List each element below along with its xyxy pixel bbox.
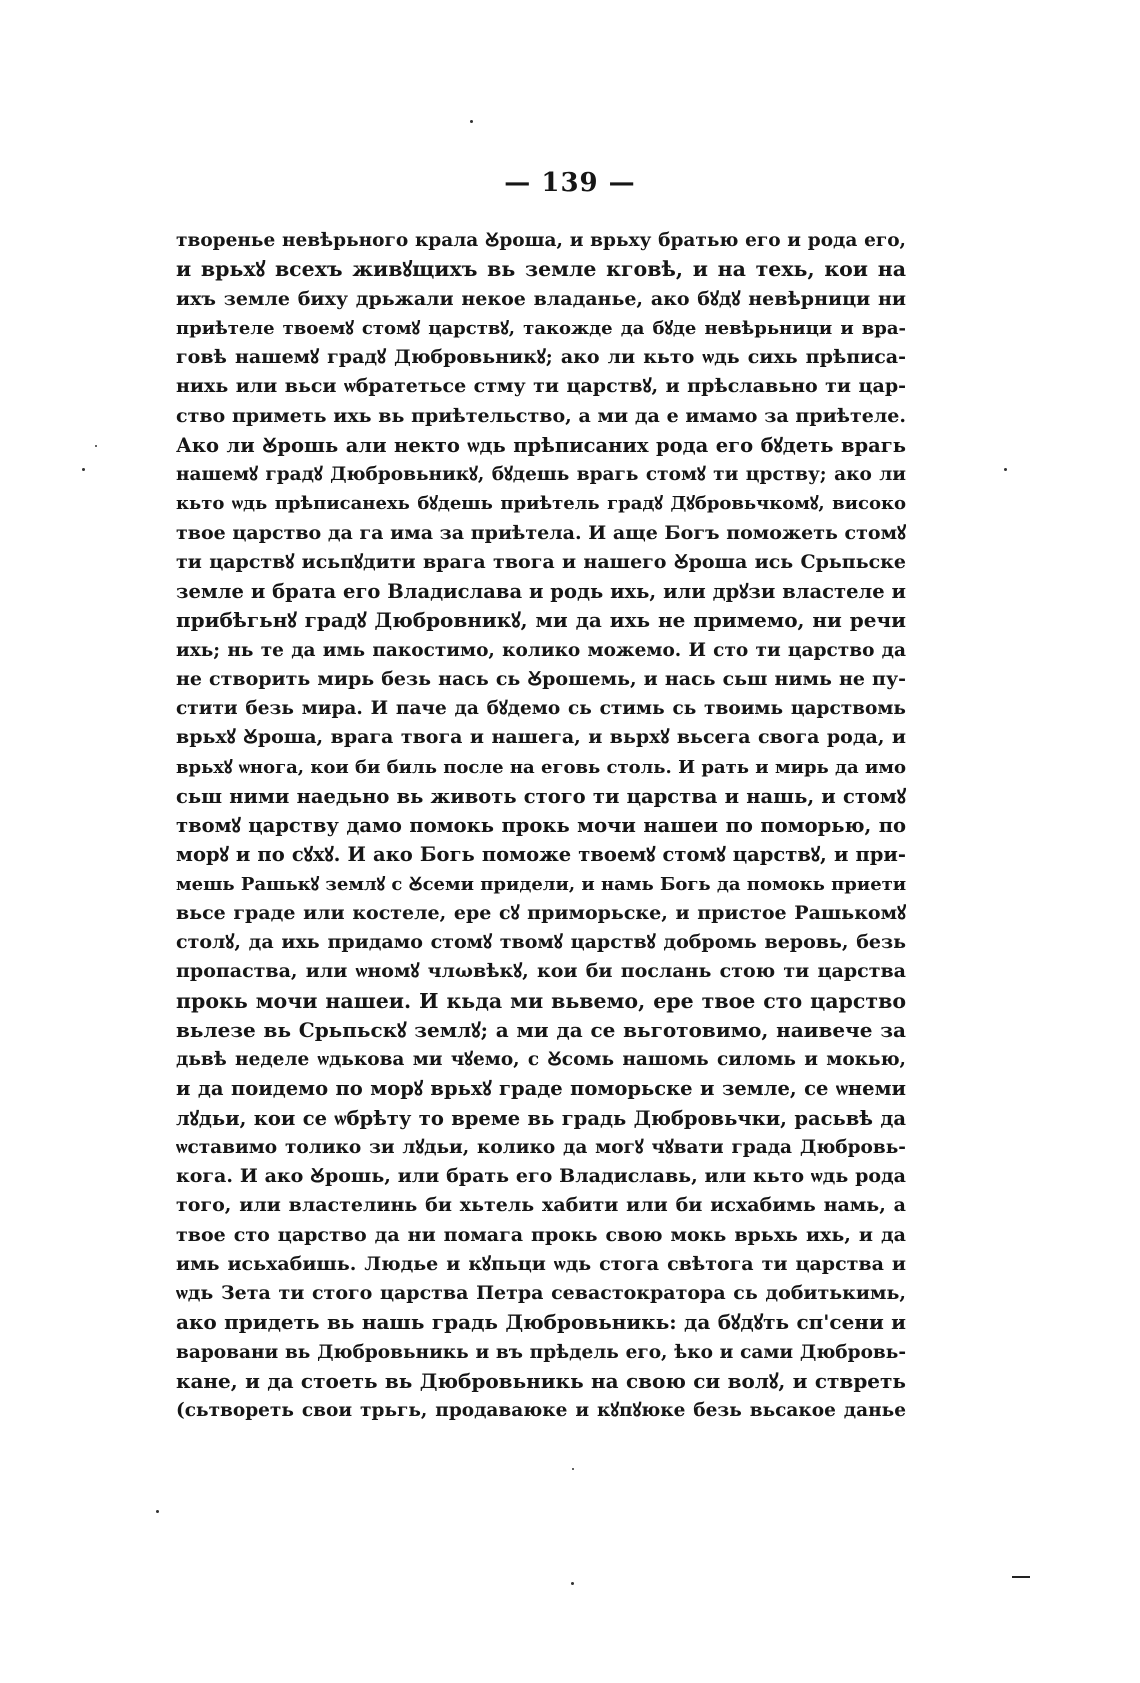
text-line: ихь; нь те да имь пакостимо, колико можемо. И сто ти царство да [176,639,906,661]
text-line: врьхꙋ ѡнога, кои би биль после на еговь столь. И рать и мирь да имо [176,756,906,778]
text-line: нихь или вьси ѡбратетьсе стму ти царствꙋ, и прѣславьно ти цар- [176,375,906,398]
text-line: твореньe невѣрьного крала Ꙋроша, и врьху братью его и рода его, [176,230,906,251]
scan-mark [1012,1576,1030,1578]
scan-speck [95,445,97,447]
text-line: дьвѣ неделе ѡдькова ми чꙋемо, с Ꙋсомь нашомь силомь и мокью, [176,1049,906,1070]
text-line: имь исьхабишь. Людье и кꙋпьци ѡдь стога свѣтога ти царства и [176,1252,906,1275]
text-line: говѣ нашемꙋ градꙋ Дюбровьникꙋ; ако ли кьто ѡдь сихь прѣписа- [176,346,906,368]
text-line: лꙋдьи, кои се ѡбрѣту то време вь градь Дюбровьчки, расьвѣ да [176,1106,906,1130]
text-line: того, или властелинь би хьтель хабити или би исхабимь намь, а [176,1194,906,1217]
scan-speck [1004,468,1007,471]
page-number: — 139 — [504,168,636,198]
text-line: кьто ѡдь прѣписанехь бꙋдешь приѣтель градꙋ Дꙋбровьчкомꙋ, високо [176,493,906,515]
text-line: твое царство да га има за приѣтела. И аще Богъ поможеть стомꙋ [176,521,906,544]
text-line: вьсе граде или костеле, ере сꙋ приморьске, и пристое Рашькомꙋ [176,901,906,924]
text-line: стити безь мира. И паче да бꙋдемо сь стимь сь твоимь царствомь [176,698,906,719]
text-line: кога. И ако Ꙋрошь, или брать его Владиславь, или кьто ѡдь рода [176,1165,906,1187]
text-line: ако придеть вь нашь градь Дюбровьникь: да бꙋдꙋть сп'сени и [176,1310,906,1335]
text-line: твомꙋ царству дамо помокь прокь мочи нашеи по поморью, по [176,814,906,837]
text-body [176,226,906,1425]
text-line: мешь Рашькꙋ землꙋ с Ꙋсеми придели, и намь Богь да помокь приети [176,873,906,895]
text-line: кане, и да стоеть вь Дюбровьникь на свою си волꙋ, и ствреть [176,1368,906,1393]
scan-speck [571,1582,574,1585]
text-line: вьлезе вь Срьпьскꙋ землꙋ; а ми да се вьготовимо, наивече за [176,1017,906,1042]
text-line: ство приметь ихь вь приѣтельство, а ми да е имамо за приѣтеле. [176,404,906,427]
text-line: ѡдь Зета ти стого царства Петра севастократора сь добитькимь, [176,1282,906,1304]
text-line: не створить мирь безь нась сь Ꙋрошемь, и нась сьш нимь не пу- [176,667,906,690]
text-line: ихъ земле биху дрьжали некое владанье, ако бꙋдꙋ невѣрници ни [176,287,906,310]
text-line: твое сто царство да ни помага прокь свою мокь врьхь ихь, и да [176,1223,906,1246]
scan-speck [82,468,85,471]
text-line: ѡставимо толико зи лꙋдьи, колико да могꙋ чꙋвати града Дюбровь- [176,1136,906,1158]
text-line: прокь мочи нашеи. И кьда ми вьвемо, ере твое сто царство [176,988,906,1013]
text-line: варовани вь Дюбровьникь и въ прѣдель его, ѣко и сами Дюбровь- [176,1341,906,1363]
scan-speck [156,1510,159,1513]
text-line: врьхꙋ Ꙋроша, врага твога и нашега, и вьрхꙋ вьсега свога рода, и [176,726,906,749]
text-line: земле и брата его Владислава и родь ихь, или дрꙋзи властеле и [176,580,906,603]
text-line: морꙋ и по сꙋхꙋ. И ако Богь поможе твоемꙋ стомꙋ царствꙋ, и при- [176,843,906,867]
text-line: и врьхꙋ всехъ живꙋщихъ вь земле кговѣ, и на техь, кои на [176,257,906,282]
text-line: ти царствꙋ исьпꙋдити врага твога и нашего Ꙋроша ись Срьпьске [176,550,906,573]
text-line: приѣтеле твоемꙋ стомꙋ царствꙋ, такожде да бꙋде невѣрьници и вра- [176,317,906,339]
text-line: нашемꙋ градꙋ Дюбровьникꙋ, бꙋдешь врагь стомꙋ ти црству; ако ли [176,464,906,485]
scan-speck [572,1468,574,1470]
text-line: (сьтвореть свои трьгь, продаваюке и кꙋпꙋюке безь вьсакое данье [176,1400,906,1421]
scan-speck [470,120,473,123]
text-line: столꙋ, да ихь придамо стомꙋ твомꙋ царствꙋ добромь веровь, безь [176,931,906,953]
text-line: и да поидемо по морꙋ врьхꙋ граде поморьске и земле, се ѡнеми [176,1077,906,1101]
text-line: прибѣгьнꙋ градꙋ Дюбровникꙋ, ми да ихь не примемо, ни речи [176,608,906,633]
text-line: пропаства, или ѡномꙋ члωвѣкꙋ, кои би послань стою ти царства [176,960,906,983]
text-line: Ако ли Ꙋрошь али некто ѡдь прѣписаних рода его бꙋдеть врагь [176,433,906,457]
text-line: сьш ними наедьно вь животь стого ти царства и нашь, и стомꙋ [176,784,906,808]
